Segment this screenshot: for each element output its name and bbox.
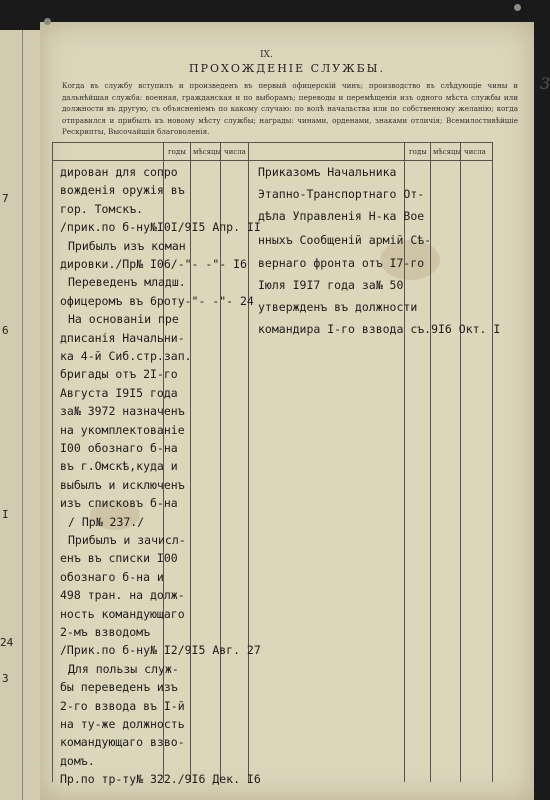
pin-mark (44, 18, 51, 25)
entry-line: на ту-же должность (60, 717, 185, 731)
entry-line: въ г.Омскѣ,куда и (60, 459, 178, 474)
table-header-rule (52, 160, 492, 161)
page-header (40, 22, 550, 142)
entry-line: енъ въ списки I00 (60, 551, 178, 566)
entry-line: гор. Томскъ. (60, 201, 144, 216)
entry-line: на укомплектованіе (60, 422, 185, 437)
edge-number: 6 (2, 324, 9, 337)
entry-line: / Пр№ 237./ (68, 514, 145, 529)
entry-line: дирован для сопро (60, 165, 178, 179)
entry-line: Этапно-Транспортнаго От- (258, 187, 425, 201)
entry-line: утвержденъ въ должности (258, 300, 418, 314)
entry-line: офицеромъ въ 6роту-"- -"- 24 (60, 293, 254, 308)
entry-line: изъ списковъ б-на (60, 496, 178, 511)
edge-number: 7 (2, 192, 9, 205)
entry-line: нныхъ Сообщеній армій Сѣ- (258, 233, 432, 247)
column-divider (460, 142, 461, 782)
entry-line: вернаго фронта отъ I7-го (258, 256, 425, 270)
entry-line: бригады отъ 2I-го (60, 367, 178, 382)
table-right-border (492, 142, 493, 782)
col-header-months: мѣсяцы (433, 148, 462, 156)
entry-line: дписанія Начальни- (60, 330, 185, 345)
col-header-days: числа (224, 148, 246, 156)
edge-number: 24 (0, 636, 14, 649)
entry-line: I00 обознаго б-на (60, 441, 178, 455)
col-header-years: годы (168, 148, 186, 156)
col-header-days: числа (464, 148, 486, 156)
column-divider (190, 142, 191, 782)
entry-line: ка 4-й Сиб.стр.зап. (60, 349, 192, 363)
col-header-years: годы (409, 148, 427, 156)
header-instructions: Когда въ службу вступилъ и произведенъ въ первый офицерскій чинъ; производство въ слѣдующіе чины и дальнѣйшая служба: военная, гражданская и по выборамъ; переводы и перемѣщенія изъ одного мѣста службы или должности въ другую, съ объясненіемъ по какому случаю: по волѣ начальства или по собственному желанію; когда отправился и прибылъ къ новому мѣсту службы; награды: чинами, орденами, знаками отличія; Всемилостивѣйшіе Рескрипты, Высочайшія благоволенія. (62, 81, 518, 136)
entry-line: 498 тран. на долж- (60, 588, 185, 603)
table-top-rule (52, 142, 492, 143)
entry-line: бы переведенъ изъ (60, 680, 178, 695)
entry-line: вожденія оружія въ (60, 183, 185, 198)
entry-line: за№ 3972 назначенъ (60, 404, 185, 419)
underlying-page-rule (22, 30, 23, 800)
entry-line: /прик.по б-ну№I0I/9I5 Апр. II (60, 220, 261, 235)
entry-line: Прибылъ изъ коман (68, 238, 186, 253)
entry-line: /Прик.по б-ну№ I2/9I5 Авг. 27 (60, 643, 261, 658)
entry-line: Прибылъ и зачисл- (68, 533, 186, 547)
entry-line: 2-го взвода въ I-й (60, 698, 185, 713)
page-number-mark: 3 (540, 74, 550, 93)
entry-line: выбылъ и исключенъ (60, 477, 185, 492)
col-header-months: мѣсяцы (193, 148, 222, 156)
entry-line: Іюля I9I7 года за№ 50 (258, 278, 404, 292)
entry-line: Августа I9I5 года (60, 385, 178, 400)
entry-line: Для пользы служ- (68, 661, 179, 676)
edge-number: 3 (2, 672, 9, 685)
entry-line: Переведенъ младш. (68, 275, 186, 290)
entry-line: Пр.по тр-ту№ 322./9I6 Дек. I6 (60, 772, 261, 787)
entry-line: домъ. (60, 753, 95, 768)
column-divider (248, 142, 249, 782)
entry-line: ность командующаго (60, 606, 185, 621)
entry-line: дѣла Управленія Н-ка Вое (258, 209, 425, 223)
pin-mark (514, 4, 521, 11)
entry-line: обознаго б-на и (60, 569, 164, 584)
table-left-border (52, 142, 53, 782)
entry-line: дировки./Пр№ I06/-"- -"- I6 (60, 257, 247, 271)
entry-line: На основаніи пре (68, 312, 179, 327)
entry-line: 2-мъ взводомъ (60, 625, 151, 639)
section-number: IX. (260, 50, 273, 60)
entry-line: командира I-го взвода съ.9I6 Окт. I (258, 322, 501, 336)
entry-line: командующаго взво- (60, 735, 185, 750)
edge-number: I (2, 508, 9, 521)
entry-line: Приказомъ Начальника (258, 165, 397, 179)
page-title: ПРОХОЖДЕНІЕ СЛУЖБЫ. (189, 62, 385, 75)
column-divider (220, 142, 221, 782)
